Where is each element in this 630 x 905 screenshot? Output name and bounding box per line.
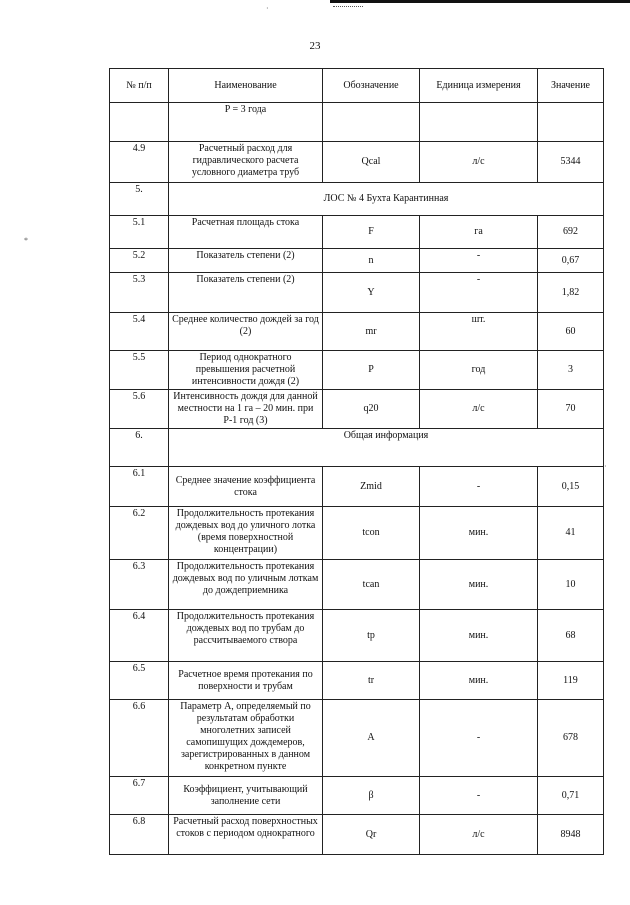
- parameters-table: [109, 68, 604, 855]
- cell-num: 6.5: [110, 662, 169, 700]
- cell-name: Среднее количество дождей за год (2): [169, 313, 323, 351]
- cell-unit: [420, 103, 538, 142]
- cell-value: 60: [538, 313, 604, 351]
- cell-name: Интенсивность дождя для данной местности на 1 га – 20 мин. при P-1 год (3): [169, 390, 323, 429]
- cell-designation: P: [323, 351, 420, 390]
- cell-unit: -: [420, 700, 538, 777]
- section-row: [110, 183, 604, 216]
- cell-unit: л/с: [420, 142, 538, 183]
- cell-value: 0,67: [538, 249, 604, 273]
- cell-num: 6.: [110, 429, 169, 467]
- cell-value: 3: [538, 351, 604, 390]
- cell-designation: q20: [323, 390, 420, 429]
- cell-name: Показатель степени (2): [169, 249, 323, 273]
- cell-num: 6.2: [110, 507, 169, 560]
- cell-designation: β: [323, 777, 420, 815]
- cell-designation: tp: [323, 610, 420, 662]
- cell-num: [110, 103, 169, 142]
- table-row: [110, 249, 604, 273]
- cell-unit: мин.: [420, 662, 538, 700]
- cell-num: 6.3: [110, 560, 169, 610]
- table-row: [110, 815, 604, 855]
- table-row: [110, 507, 604, 560]
- header-num: № п/п: [110, 69, 169, 103]
- cell-num: 5.3: [110, 273, 169, 313]
- cell-designation: F: [323, 216, 420, 249]
- table-row: [110, 273, 604, 313]
- cell-value: [538, 103, 604, 142]
- cell-value: 119: [538, 662, 604, 700]
- cell-name: Расчетный расход поверхностных стоков с периодом однократного: [169, 815, 323, 855]
- cell-designation: tcon: [323, 507, 420, 560]
- cell-name: Расчетное время протекания по поверхности и трубам: [169, 662, 323, 700]
- cell-num: 6.1: [110, 467, 169, 507]
- section-title: Общая информация: [169, 429, 604, 467]
- cell-name: Продолжительность протекания дождевых вод по уличным лоткам до дождеприемника: [169, 560, 323, 610]
- scan-speck: ·: [604, 462, 607, 471]
- cell-unit: год: [420, 351, 538, 390]
- cell-unit: мин.: [420, 560, 538, 610]
- cell-name: Расчетный расход для гидравлического расчета условного диаметра труб: [169, 142, 323, 183]
- cell-num: 5.4: [110, 313, 169, 351]
- cell-num: 5.2: [110, 249, 169, 273]
- cell-num: 6.6: [110, 700, 169, 777]
- cell-designation: tcan: [323, 560, 420, 610]
- cell-value: 1,82: [538, 273, 604, 313]
- table-row: [110, 610, 604, 662]
- table-row: [110, 313, 604, 351]
- cell-value: 0,71: [538, 777, 604, 815]
- scan-speck: ·: [266, 4, 269, 13]
- cell-unit: -: [420, 249, 538, 273]
- cell-num: 4.9: [110, 142, 169, 183]
- cell-name: Среднее значение коэффициента стока: [169, 467, 323, 507]
- cell-value: 8948: [538, 815, 604, 855]
- cell-num: 6.4: [110, 610, 169, 662]
- table-row: [110, 103, 604, 142]
- cell-value: 5344: [538, 142, 604, 183]
- cell-name: Параметр А, определяемый по результатам обработки многолетних записей самопишущих дождемеров, зарегистрированных в данном конкретном пункте: [169, 700, 323, 777]
- table-row: [110, 700, 604, 777]
- cell-name: P = 3 года: [169, 103, 323, 142]
- cell-name: Коэффициент, учитывающий заполнение сети: [169, 777, 323, 815]
- cell-designation: n: [323, 249, 420, 273]
- table-row: [110, 351, 604, 390]
- cell-num: 5.: [110, 183, 169, 216]
- cell-designation: tr: [323, 662, 420, 700]
- cell-name: Расчетная площадь стока: [169, 216, 323, 249]
- page-number: 23: [309, 40, 321, 52]
- cell-value: 692: [538, 216, 604, 249]
- cell-designation: Zmid: [323, 467, 420, 507]
- cell-designation: Qcal: [323, 142, 420, 183]
- cell-designation: [323, 103, 420, 142]
- section-title: ЛОС № 4 Бухта Карантинная: [169, 183, 604, 216]
- cell-unit: л/с: [420, 815, 538, 855]
- cell-num: 5.1: [110, 216, 169, 249]
- section-row: [110, 429, 604, 467]
- cell-value: 0,15: [538, 467, 604, 507]
- top-edge-smudge: [333, 0, 363, 7]
- cell-name: Продолжительность протекания дождевых вод по трубам до рассчитываемого створа: [169, 610, 323, 662]
- table-row: [110, 390, 604, 429]
- cell-designation: A: [323, 700, 420, 777]
- header-designation: Обозначение: [323, 69, 420, 103]
- cell-value: 10: [538, 560, 604, 610]
- cell-value: 70: [538, 390, 604, 429]
- cell-unit: мин.: [420, 610, 538, 662]
- cell-name: Показатель степени (2): [169, 273, 323, 313]
- cell-num: 6.7: [110, 777, 169, 815]
- cell-unit: -: [420, 777, 538, 815]
- cell-name: Продолжительность протекания дождевых вод до уличного лотка (время поверхностной концентрации): [169, 507, 323, 560]
- cell-designation: Qr: [323, 815, 420, 855]
- header-value: Значение: [538, 69, 604, 103]
- table-row: [110, 142, 604, 183]
- cell-unit: шт.: [420, 313, 538, 351]
- cell-value: 68: [538, 610, 604, 662]
- table-row: [110, 467, 604, 507]
- header-name: Наименование: [169, 69, 323, 103]
- cell-designation: Y: [323, 273, 420, 313]
- cell-designation: mr: [323, 313, 420, 351]
- cell-unit: га: [420, 216, 538, 249]
- cell-num: 6.8: [110, 815, 169, 855]
- cell-unit: -: [420, 273, 538, 313]
- cell-unit: мин.: [420, 507, 538, 560]
- cell-name: Период однократного превышения расчетной интенсивности дождя (2): [169, 351, 323, 390]
- scan-speck: *: [24, 236, 28, 245]
- cell-num: 5.5: [110, 351, 169, 390]
- table-row: [110, 560, 604, 610]
- table-row: [110, 662, 604, 700]
- cell-unit: л/с: [420, 390, 538, 429]
- table-row: [110, 216, 604, 249]
- top-edge-mark: [330, 0, 630, 3]
- cell-unit: -: [420, 467, 538, 507]
- header-unit: Единица измерения: [420, 69, 538, 103]
- cell-num: 5.6: [110, 390, 169, 429]
- cell-value: 678: [538, 700, 604, 777]
- table-row: [110, 777, 604, 815]
- cell-value: 41: [538, 507, 604, 560]
